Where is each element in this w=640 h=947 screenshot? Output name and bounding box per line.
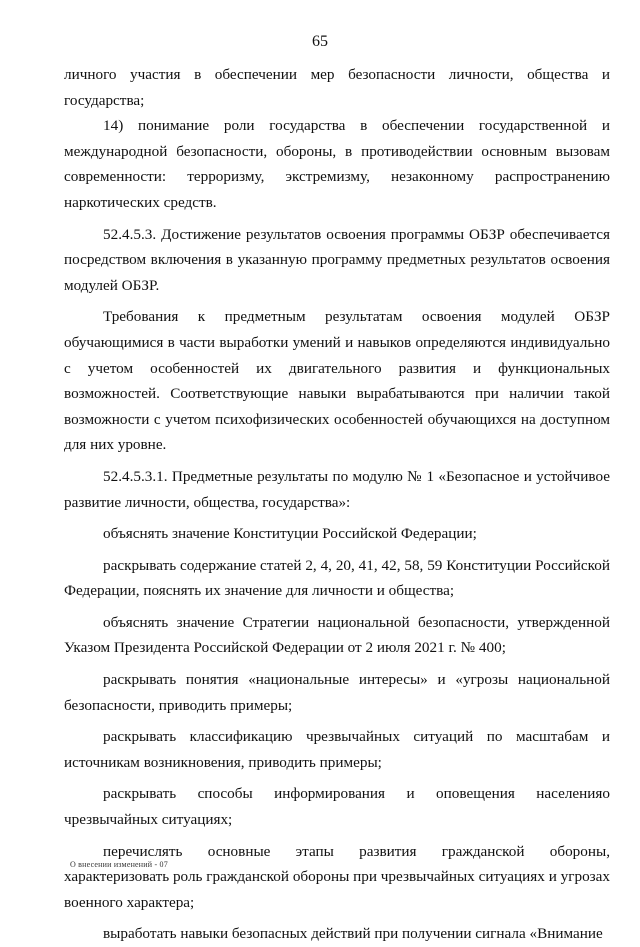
paragraph-requirements: Требования к предметным результатам освоения модулей ОБЗР обучающимися в части выработки умений и навыков определяются индивидуально с учетом особенностей их двигательного развития и функциональных возможностей. Соответствующие навыки вырабатываются при наличии такой возможности с учетом психофизических особенностей обучающихся на доступном для них уровне. xyxy=(64,308,610,454)
paragraph-continuation: личного участия в обеспечении мер безопасности личности, общества и государства; xyxy=(64,66,610,109)
page-number: 65 xyxy=(312,33,328,50)
list-item-safe-actions: выработать навыки безопасных действий при получении сигнала «Внимание xyxy=(103,925,603,943)
list-item-notification-methods: раскрывать способы информирования и оповещения населенияо чрезвычайных ситуациях; xyxy=(64,785,610,829)
list-item-national-interests: раскрывать понятия «национальные интересы» и «угрозы национальной безопасности, приводить примеры; xyxy=(64,671,610,714)
list-item-security-strategy: объяснять значение Стратегии национальной безопасности, утвержденной Указом Президента Российской Федерации от 2 июля 2021 г. № 400; xyxy=(64,613,610,657)
list-item-constitution-articles: раскрывать содержание статей 2, 4, 20, 41, 42, 58, 59 Конституции Российской Федерации, пояснять их значение для личности и общества; xyxy=(64,556,610,600)
document-body xyxy=(64,62,610,947)
list-item-civil-defense: перечислять основные этапы развития гражданской обороны, характеризовать роль гражданской обороны при чрезвычайных ситуациях и угрозах военного характера; xyxy=(64,842,610,911)
list-item-emergency-classification: раскрывать классификацию чрезвычайных ситуаций по масштабам и источникам возникновения, приводить примеры; xyxy=(64,728,610,771)
list-item-constitution: объяснять значение Конституции Российской Федерации; xyxy=(103,525,477,543)
paragraph-item-14: 14) понимание роли государства в обеспечении государственной и международной безопасности, обороны, в противодействии основным вызовам современности: терроризму, экстремизму, незаконному распространению наркотических средств. xyxy=(64,117,610,211)
page-footer: О внесении изменений - 07 xyxy=(70,860,168,869)
paragraph-section-52-4-5-3-1: 52.4.5.3.1. Предметные результаты по модулю № 1 «Безопасное и устойчивое развитие личности, общества, государства»: xyxy=(64,467,610,511)
paragraph-section-52-4-5-3: 52.4.5.3. Достижение результатов освоения программы ОБЗР обеспечивается посредством включения в указанную программу предметных результатов освоения модулей ОБЗР. xyxy=(64,225,610,294)
